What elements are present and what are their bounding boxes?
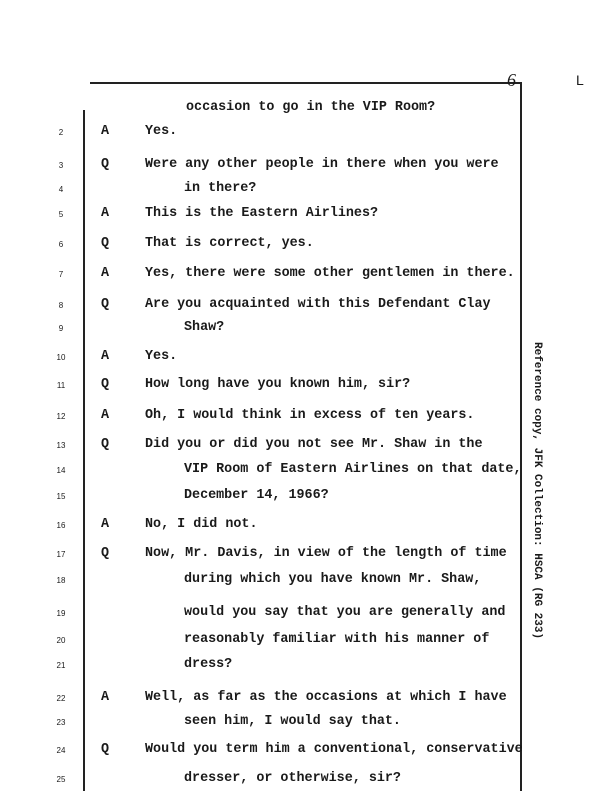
line-number: 9	[58, 324, 64, 333]
transcript-line: reasonably familiar with his manner of	[184, 632, 490, 647]
transcript-line: Yes.	[145, 349, 178, 364]
transcript-line: That is correct, yes.	[145, 236, 314, 251]
transcript-line: Shaw?	[184, 320, 225, 335]
transcript-line: Oh, I would think in excess of ten years.	[145, 408, 475, 423]
speaker-label: A	[101, 517, 110, 532]
page-right-rule	[520, 84, 522, 791]
corner-mark: L	[576, 72, 584, 88]
speaker-label: Q	[101, 297, 110, 312]
line-number: 17	[56, 550, 66, 559]
speaker-label: Q	[101, 377, 110, 392]
line-number: 5	[58, 210, 64, 219]
transcript-line: Now, Mr. Davis, in view of the length of time	[145, 546, 507, 561]
transcript-line: Well, as far as the occasions at which I have	[145, 690, 507, 705]
speaker-label: Q	[101, 437, 110, 452]
line-number: 11	[56, 381, 66, 390]
speaker-label: A	[101, 690, 110, 705]
transcript-line: Yes, there were some other gentlemen in there.	[145, 266, 515, 281]
line-number: 21	[56, 661, 66, 670]
speaker-label: A	[101, 349, 110, 364]
line-number: 13	[56, 441, 66, 450]
transcript-line: December 14, 1966?	[184, 488, 329, 503]
speaker-label: Q	[101, 157, 110, 172]
reference-copy-stamp: Reference copy, JFK Collection: HSCA (RG 233)	[531, 342, 543, 640]
transcript-line: How long have you known him, sir?	[145, 377, 411, 392]
line-number: 6	[58, 240, 64, 249]
transcript-line: dresser, or otherwise, sir?	[184, 771, 401, 786]
transcript-line: No, I did not.	[145, 517, 258, 532]
transcript-line: dress?	[184, 657, 233, 672]
transcript-line: Are you acquainted with this Defendant Clay	[145, 297, 491, 312]
transcript-line: in there?	[184, 181, 257, 196]
line-number: 25	[56, 775, 66, 784]
line-number: 19	[56, 609, 66, 618]
line-number: 7	[58, 270, 64, 279]
line-number: 24	[56, 746, 66, 755]
speaker-label: Q	[101, 546, 110, 561]
speaker-label: Q	[101, 742, 110, 757]
line-number: 16	[56, 521, 66, 530]
line-number: 22	[56, 694, 66, 703]
speaker-label: Q	[101, 236, 110, 251]
speaker-label: A	[101, 124, 110, 139]
transcript-line: would you say that you are generally and	[184, 605, 506, 620]
handwritten-page-number: 6	[507, 70, 516, 90]
transcript-line: during which you have known Mr. Shaw,	[184, 572, 482, 587]
line-number: 18	[56, 576, 66, 585]
transcript-line: occasion to go in the VIP Room?	[186, 100, 436, 115]
page-left-rule	[83, 110, 85, 791]
line-number: 2	[58, 128, 64, 137]
line-number: 20	[56, 636, 66, 645]
line-number: 23	[56, 718, 66, 727]
transcript-line: This is the Eastern Airlines?	[145, 206, 379, 221]
line-number: 8	[58, 301, 64, 310]
transcript-line: Did you or did you not see Mr. Shaw in the	[145, 437, 483, 452]
line-number: 10	[56, 353, 66, 362]
transcript-line: Were any other people in there when you were	[145, 157, 499, 172]
speaker-label: A	[101, 206, 110, 221]
line-number: 4	[58, 185, 64, 194]
speaker-label: A	[101, 408, 110, 423]
line-number: 14	[56, 466, 66, 475]
line-number: 12	[56, 412, 66, 421]
transcript-line: seen him, I would say that.	[184, 714, 401, 729]
line-number: 15	[56, 492, 66, 501]
transcript-line: Yes.	[145, 124, 178, 139]
line-number: 3	[58, 161, 64, 170]
transcript-line: Would you term him a conventional, conservative	[145, 742, 523, 757]
speaker-label: A	[101, 266, 110, 281]
page-top-rule	[90, 82, 522, 84]
transcript-line: VIP Room of Eastern Airlines on that date,	[184, 462, 522, 477]
